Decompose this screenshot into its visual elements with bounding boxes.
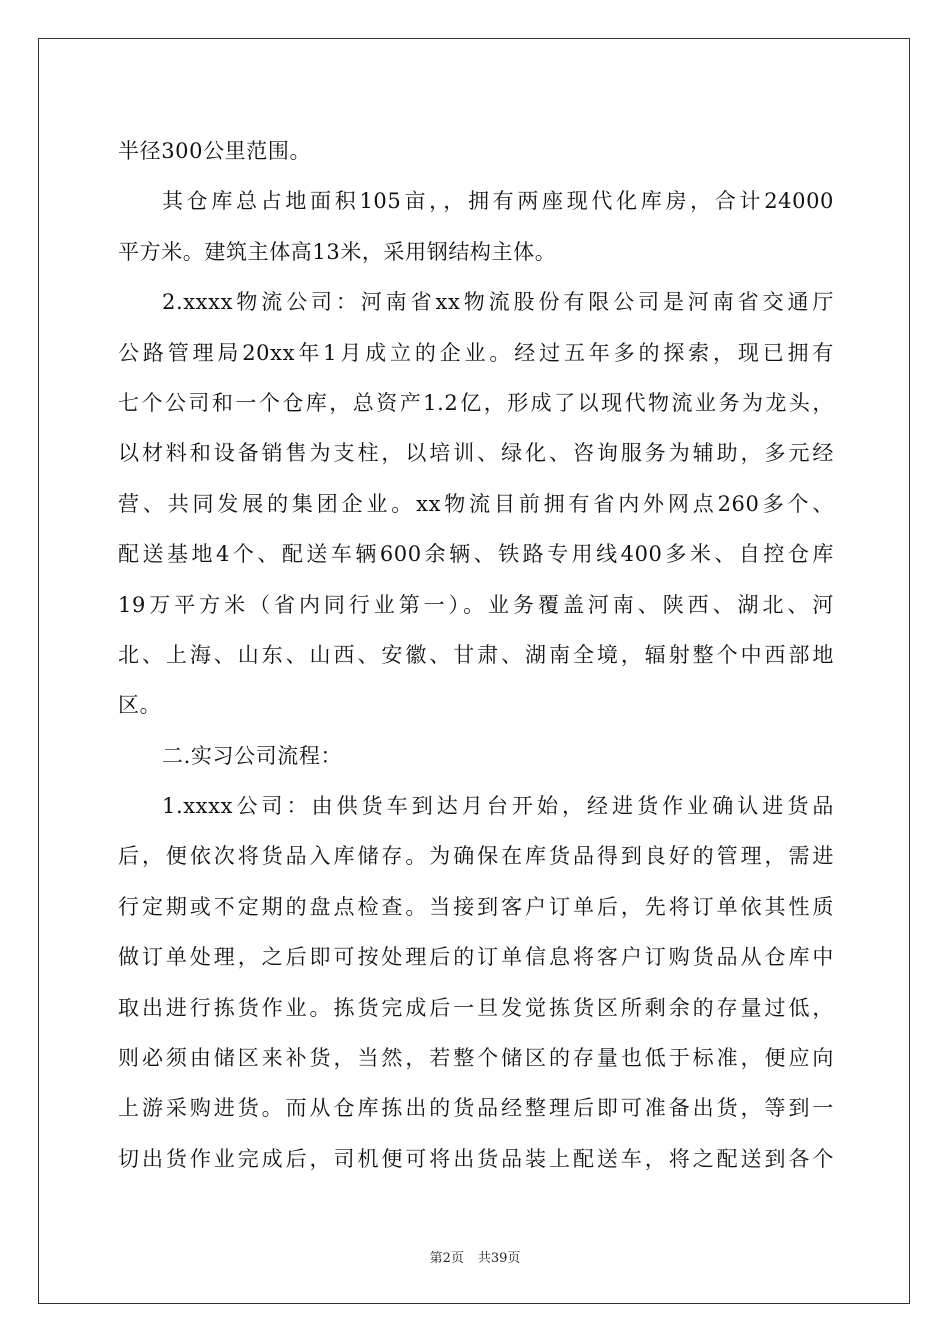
- text-line: 区。: [118, 693, 162, 718]
- text-line: 以材料和设备销售为支柱，以培训、绿化、咨询服务为辅助，多元经: [118, 441, 834, 466]
- text-line: 上游采购进货。而从仓库拣出的货品经整理后即可准备出货，等到一: [118, 1096, 834, 1121]
- current-page-label: 第2页: [429, 1251, 464, 1266]
- text-line: 公路管理局20xx年1月成立的企业。经过五年多的探索，现已拥有: [118, 340, 834, 365]
- text-line: 切出货作业完成后，司机便可将出货品装上配送车，将之配送到各个: [118, 1146, 834, 1171]
- text-line: 做订单处理，之后即可按处理后的订单信息将客户订购货品从仓库中: [118, 945, 834, 970]
- text-line: 1.xxxx公司：由供货车到达月台开始，经进货作业确认进货品: [162, 794, 834, 819]
- page-footer: [0, 1247, 950, 1266]
- text-line: 后，便依次将货品入库储存。为确保在库货品得到良好的管理，需进: [118, 844, 834, 869]
- text-line: 营、共同发展的集团企业。xx物流目前拥有省内外网点260多个、: [118, 491, 834, 516]
- text-line: 二.实习公司流程：: [162, 743, 343, 768]
- text-line: 行定期或不定期的盘点检查。当接到客户订单后，先将订单依其性质: [118, 894, 834, 919]
- text-line: 19万平方米（省内同行业第一）。业务覆盖河南、陕西、湖北、河: [118, 592, 834, 617]
- text-line: 取出进行拣货作业。拣货完成后一旦发觉拣货区所剩余的存量过低，: [118, 995, 834, 1020]
- text-line: 七个公司和一个仓库，总资产1.2亿，形成了以现代物流业务为龙头，: [118, 390, 834, 415]
- text-line: 配送基地4个、配送车辆600余辆、铁路专用线400多米、自控仓库: [118, 542, 834, 567]
- text-line: 则必须由储区来补货，当然，若整个储区的存量也低于标准，便应向: [118, 1046, 834, 1071]
- text-line: 平方米。建筑主体高13米，采用钢结构主体。: [118, 239, 557, 264]
- text-line: 半径300公里范围。: [118, 139, 312, 163]
- document-body: [118, 126, 834, 1184]
- total-pages-label: 共39页: [477, 1251, 521, 1266]
- text-line: 2.xxxx物流公司：河南省xx物流股份有限公司是河南省交通厅: [162, 290, 834, 315]
- text-line: 北、上海、山东、山西、安徽、甘肃、湖南全境，辐射整个中西部地: [118, 642, 834, 667]
- text-line: 其仓库总占地面积105亩，，拥有两座现代化库房，合计24000: [162, 189, 834, 214]
